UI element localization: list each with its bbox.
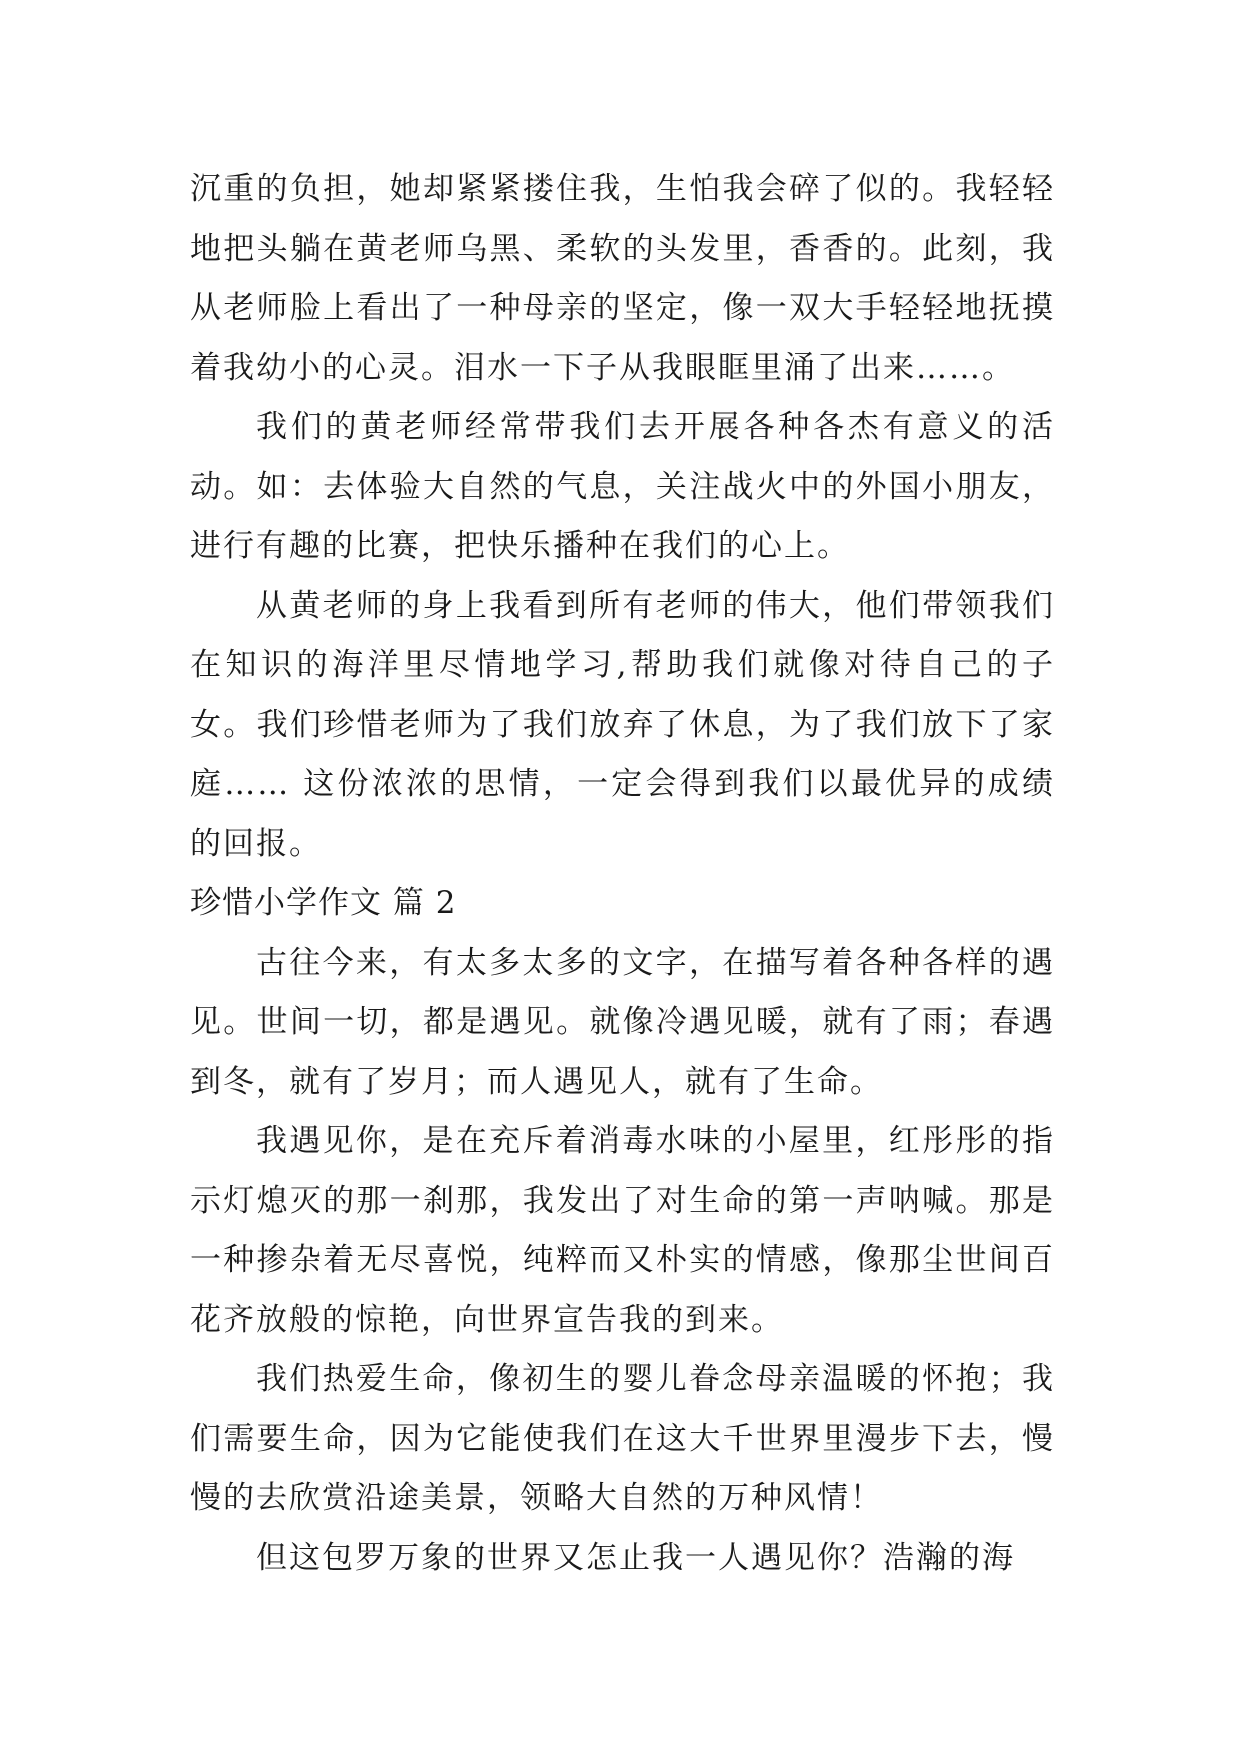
paragraph-2: 我们的黄老师经常带我们去开展各种各杰有意义的活动。如：去体验大自然的气息，关注战火中的外国小朋友，进行有趣的比赛，把快乐播种在我们的心上。 [190, 409, 1055, 564]
document-body [190, 160, 1055, 1588]
paragraph-6: 我们热爱生命，像初生的婴儿眷念母亲温暖的怀抱；我们需要生命，因为它能使我们在这大千世界里漫步下去，慢慢的去欣赏沿途美景，领略大自然的万种风情！ [190, 1361, 1055, 1516]
paragraph-5: 我遇见你，是在充斥着消毒水味的小屋里，红彤彤的指示灯熄灭的那一刹那，我发出了对生命的第一声呐喊。那是一种掺杂着无尽喜悦，纯粹而又朴实的情感，像那尘世间百花齐放般的惊艳，向世界宣告我的到来。 [190, 1123, 1055, 1338]
paragraph-4: 古往今来，有太多太多的文字，在描写着各种各样的遇见。世间一切，都是遇见。就像冷遇见暖，就有了雨；春遇到冬，就有了岁月；而人遇见人，就有了生命。 [190, 944, 1055, 1100]
paragraph-1: 沉重的负担，她却紧紧搂住我，生怕我会碎了似的。我轻轻地把头躺在黄老师乌黑、柔软的头发里，香香的。此刻，我从老师脸上看出了一种母亲的坚定，像一双大手轻轻地抚摸着我幼小的心灵。泪水一下子从我眼眶里涌了出来……。 [190, 171, 1055, 386]
paragraph-7: 但这包罗万象的世界又怎止我一人遇见你？浩瀚的海 [256, 1539, 1015, 1576]
paragraph-3: 从黄老师的身上我看到所有老师的伟大，他们带领我们在知识的海洋里尽情地学习,帮助我们就像对待自己的子女。我们珍惜老师为了我们放弃了休息，为了我们放下了家庭…… 这份浓浓的思情，一定会得到我们以最优异的成绩的回报。 [190, 587, 1055, 862]
section-heading: 珍惜小学作文 篇 2 [190, 885, 457, 921]
